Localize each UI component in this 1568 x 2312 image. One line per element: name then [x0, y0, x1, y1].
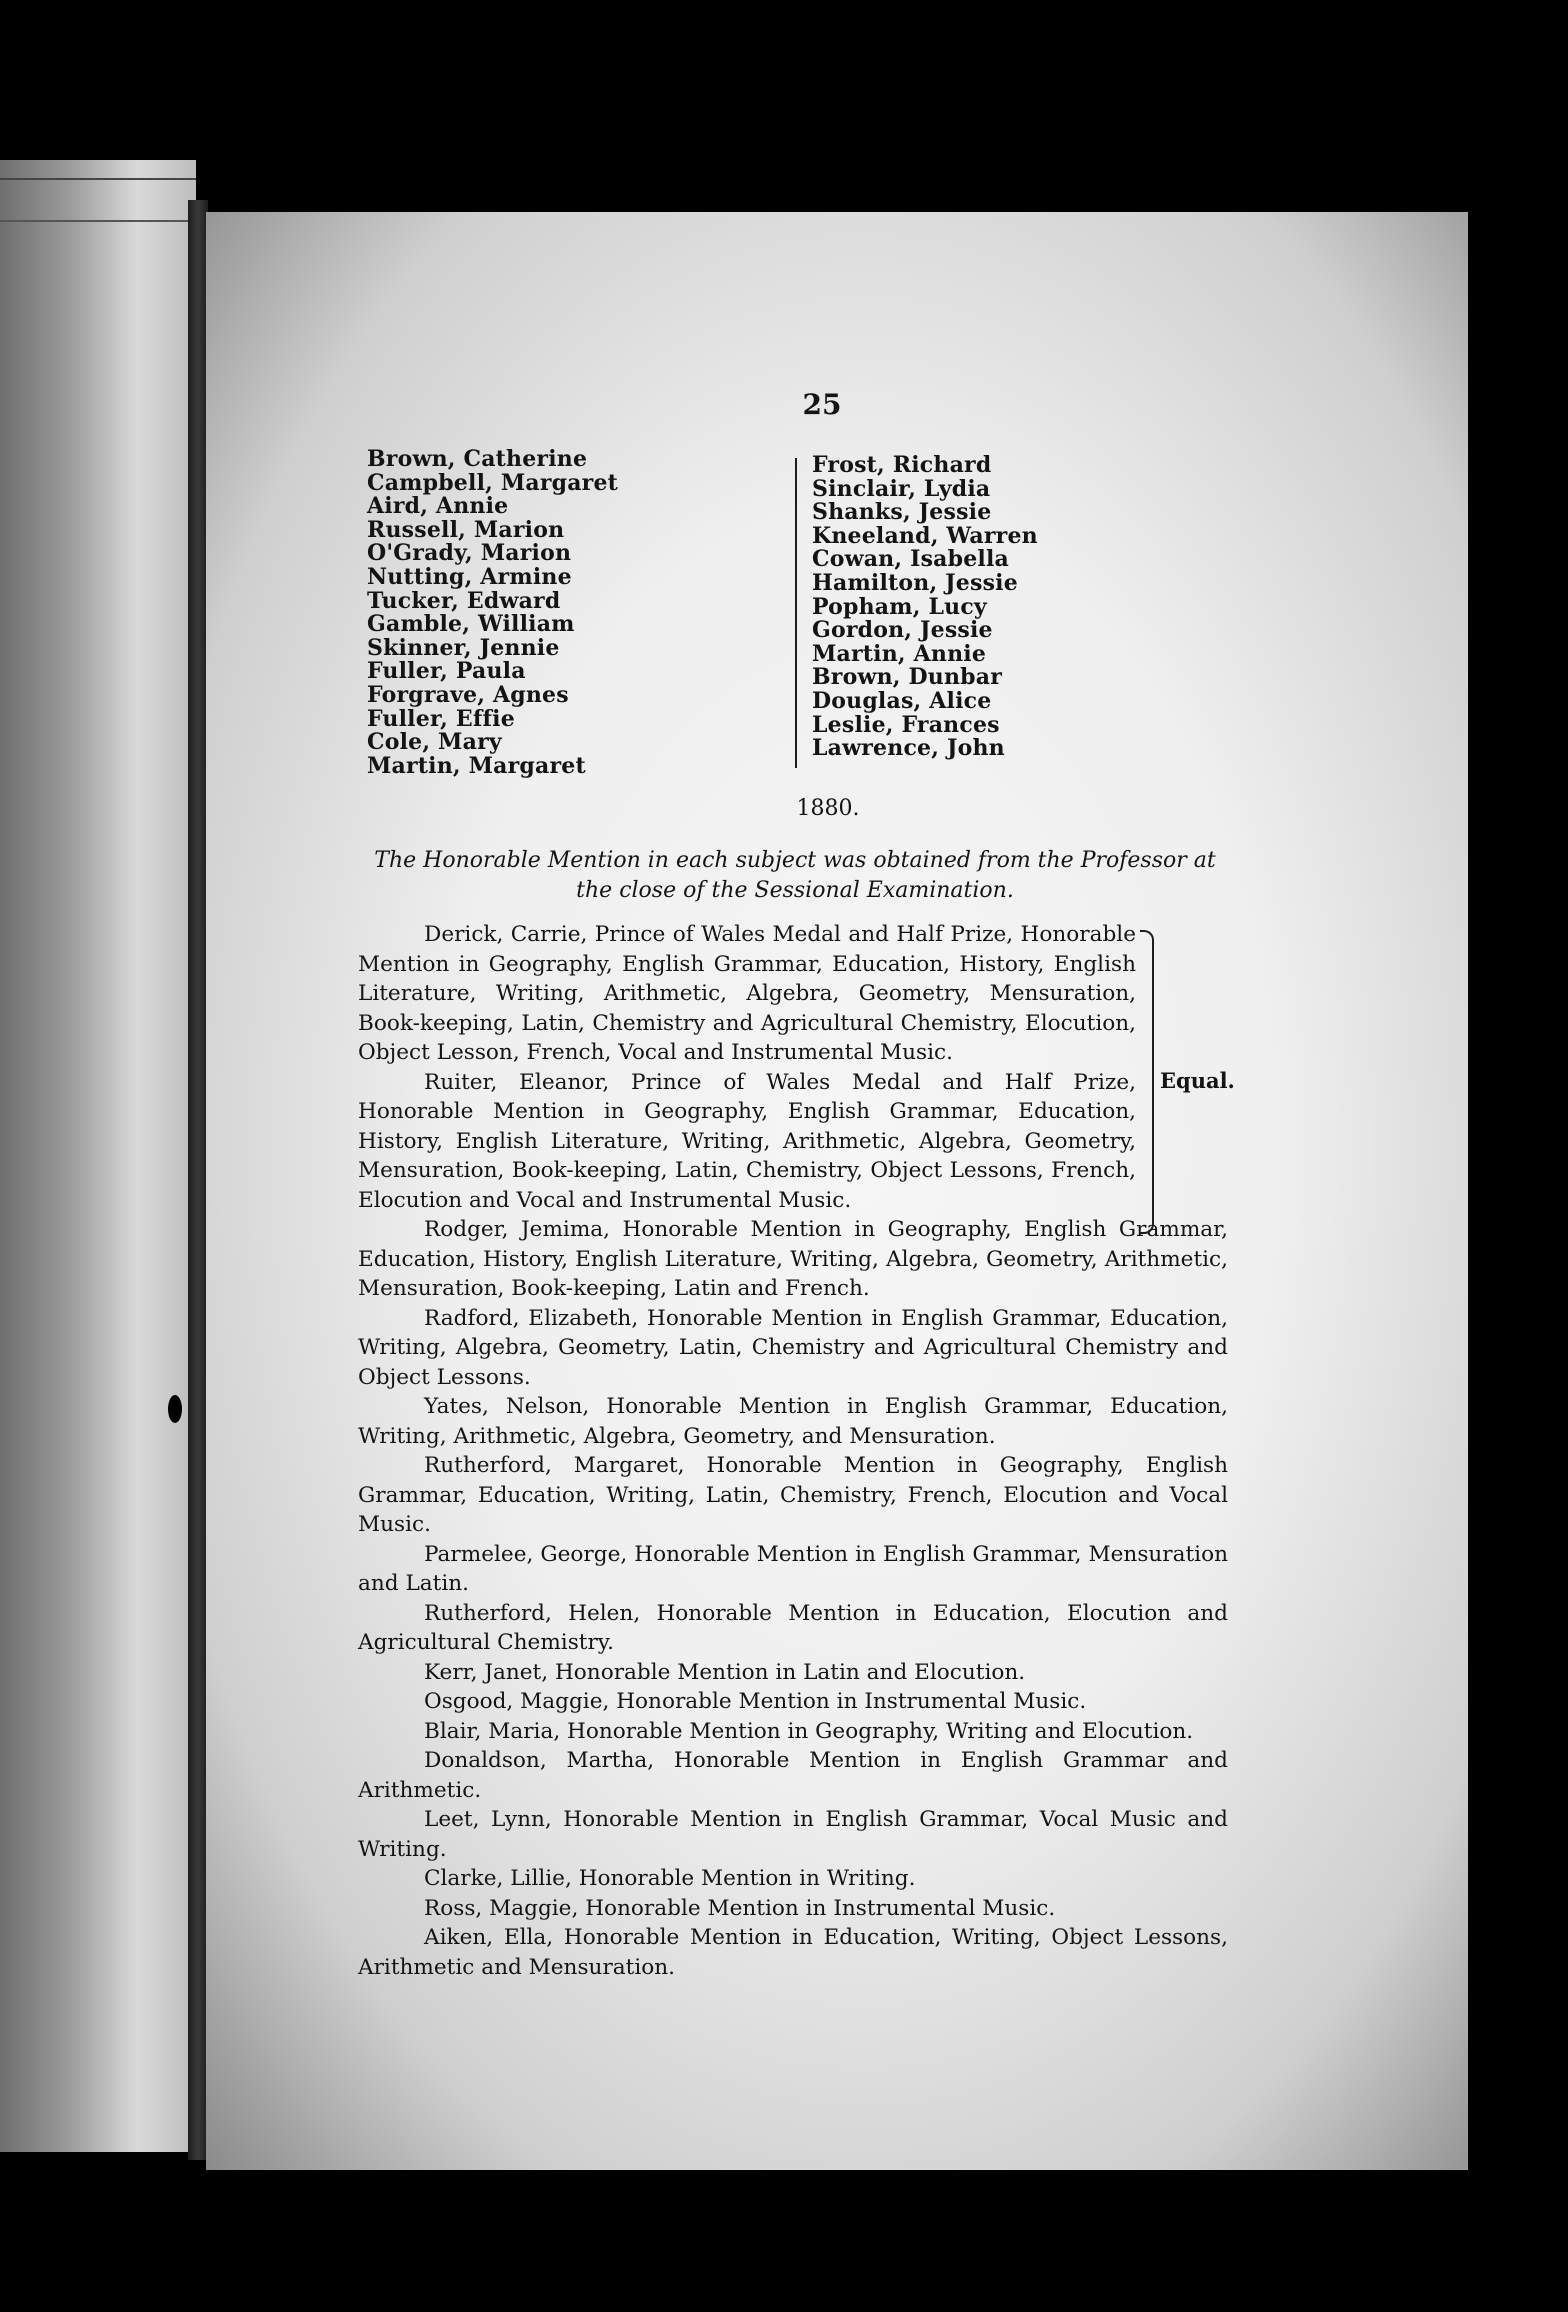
list-item: Gamble, William — [367, 611, 575, 638]
list-item: Nutting, Armine — [367, 563, 572, 590]
list-item: Shanks, Jessie — [812, 499, 992, 526]
list-item: Russell, Marion — [367, 516, 565, 543]
book-gutter — [188, 200, 208, 2160]
page-number: 25 — [802, 388, 842, 421]
left-page-rule-lines — [0, 178, 196, 222]
list-item: Douglas, Alice — [812, 687, 992, 714]
list-item: Martin, Annie — [812, 640, 987, 667]
honor-entry: Rodger, Jemima, Honorable Mention in Geography, English Grammar, Education, History, English Literature, Writing, Algebra, Geometry, Arithmetic, Mensuration, Book-keeping, Latin and French. — [358, 1217, 1228, 1301]
list-item: Brown, Catherine — [367, 446, 588, 472]
list-item: Skinner, Jennie — [367, 634, 560, 661]
column-divider — [795, 458, 797, 768]
list-item: O'Grady, Marion — [367, 540, 572, 567]
list-item: Brown, Dunbar — [812, 664, 1003, 691]
list-item: Kneeland, Warren — [812, 522, 1038, 549]
list-item: Cole, Mary — [367, 729, 502, 756]
year-heading: 1880. — [796, 796, 860, 821]
honor-entry: Ruiter, Eleanor, Prince of Wales Medal and Half Prize, Honorable Mention in Geography, English Grammar, Education, History, English Literature, Writing, Arithmetic, Algebra, Geometry, Mensuration, Book-keeping, Latin, Chemistry, Object Lessons, French, Elocution and Vocal and Instrumental Music. — [358, 1069, 1136, 1213]
honor-entry: Parmelee, George, Honorable Mention in English Grammar, Mensuration and Latin. — [358, 1541, 1228, 1596]
list-item: Hamilton, Jessie — [812, 569, 1018, 596]
honor-entry: Rutherford, Helen, Honorable Mention in Education, Elocution and Agricultural Chemistry. — [358, 1600, 1228, 1655]
list-item: Leslie, Frances — [812, 711, 1000, 738]
honor-entry: Aiken, Ella, Honorable Mention in Education, Writing, Object Lessons, Arithmetic and Mensuration. — [358, 1925, 1228, 1980]
honor-entry: Donaldson, Martha, Honorable Mention in English Grammar and Arithmetic. — [358, 1748, 1228, 1803]
honors-list — [358, 920, 1228, 1982]
list-item: Cowan, Isabella — [812, 546, 1009, 573]
honor-entry: Leet, Lynn, Honorable Mention in English Grammar, Vocal Music and Writing. — [358, 1807, 1228, 1862]
left-page-edge — [0, 160, 196, 2152]
right-name-list — [812, 454, 1038, 761]
list-item: Frost, Richard — [812, 452, 992, 478]
honor-entry: Blair, Maria, Honorable Mention in Geography, Writing and Elocution. — [424, 1718, 1194, 1744]
honor-entry: Yates, Nelson, Honorable Mention in English Grammar, Education, Writing, Arithmetic, Algebra, Geometry, and Mensuration. — [358, 1394, 1228, 1449]
list-item: Aird, Annie — [367, 493, 509, 520]
honor-entry: Radford, Elizabeth, Honorable Mention in English Grammar, Education, Writing, Algebra, Geometry, Latin, Chemistry and Agricultural Chemistry and Object Lessons. — [358, 1305, 1228, 1390]
ink-blot-mark — [168, 1395, 182, 1423]
list-item: Forgrave, Agnes — [367, 681, 569, 708]
left-name-list — [367, 448, 618, 778]
equal-bracket — [1140, 930, 1154, 1234]
honor-entry: Clarke, Lillie, Honorable Mention in Writing. — [424, 1866, 916, 1891]
honor-entry: Rutherford, Margaret, Honorable Mention in Geography, English Grammar, Education, Writing, Latin, Chemistry, French, Elocution and Vocal Music. — [358, 1453, 1228, 1537]
honor-entry: Kerr, Janet, Honorable Mention in Latin and Elocution. — [424, 1659, 1026, 1685]
list-item: Fuller, Effie — [367, 705, 515, 732]
list-item: Lawrence, John — [812, 735, 1005, 762]
list-item: Martin, Margaret — [367, 752, 586, 779]
list-item: Sinclair, Lydia — [812, 475, 991, 502]
honor-entry: Derick, Carrie, Prince of Wales Medal and Half Prize, Honorable Mention in Geography, English Grammar, Education, History, English Literature, Writing, Arithmetic, Algebra, Geometry, Mensuration, Book-keeping, Latin, Chemistry and Agricultural Chemistry, Elocution, Object Lesson, French, Vocal and Instrumental Music. — [358, 922, 1136, 1065]
honor-entry: Osgood, Maggie, Honorable Mention in Instrumental Music. — [424, 1689, 1087, 1714]
list-item: Gordon, Jessie — [812, 617, 993, 644]
section-note: The Honorable Mention in each subject was obtained from the Professor at the close of the Sessional Examination. — [374, 848, 1216, 903]
list-item: Tucker, Edward — [367, 587, 561, 614]
honor-entry: Ross, Maggie, Honorable Mention in Instrumental Music. — [424, 1895, 1056, 1921]
list-item: Fuller, Paula — [367, 658, 526, 685]
list-item: Popham, Lucy — [812, 593, 987, 620]
equal-label: Equal. — [1160, 1068, 1235, 1093]
list-item: Campbell, Margaret — [367, 469, 619, 496]
